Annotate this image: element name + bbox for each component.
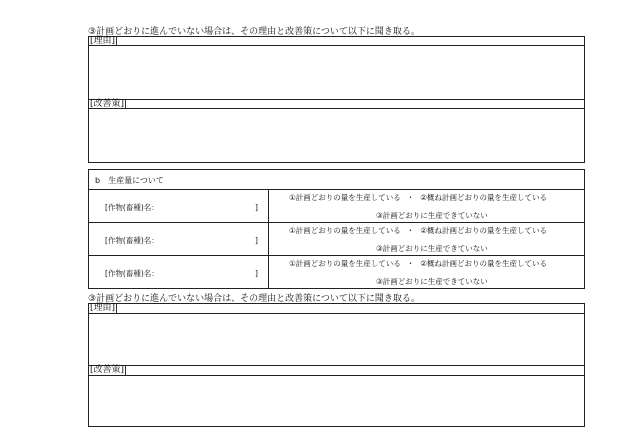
option-separator: ・ — [406, 226, 415, 235]
production-option-row — [289, 259, 547, 268]
section1-reason-label: [理由] — [90, 36, 116, 46]
section2-reason-label: [理由] — [90, 303, 116, 313]
crop-name-label: [作物(畜種)名： — [105, 269, 159, 278]
option-on-plan[interactable]: ①計画どおりの量を生産している — [289, 193, 401, 202]
crop-name-close: ] — [255, 269, 258, 278]
crop-name-close: ] — [255, 203, 258, 212]
option-separator: ・ — [406, 259, 415, 268]
option-not-on-plan[interactable]: ③計画どおりに生産できていない — [376, 244, 488, 253]
production-row-divider-1 — [88, 222, 585, 223]
option-on-plan[interactable]: ①計画どおりの量を生産している — [289, 259, 401, 268]
production-header-line — [88, 189, 585, 190]
production-title: b 生産量について — [95, 176, 164, 185]
production-option-row — [289, 193, 547, 202]
crop-name-close: ] — [255, 236, 258, 245]
option-on-plan[interactable]: ①計画どおりの量を生産している — [289, 226, 401, 235]
option-mostly-on-plan[interactable]: ②概ね計画どおりの量を生産している — [420, 193, 547, 202]
crop-name-input[interactable] — [170, 201, 252, 213]
option-separator: ・ — [406, 193, 415, 202]
production-column-divider — [268, 189, 269, 289]
production-row-divider-2 — [88, 255, 585, 256]
section2-improvement-field[interactable] — [88, 376, 585, 426]
option-not-on-plan[interactable]: ③計画どおりに生産できていない — [376, 277, 488, 286]
crop-name-input[interactable] — [170, 234, 252, 246]
section1-divider — [88, 99, 585, 100]
crop-name-label: [作物(畜種)名： — [105, 203, 159, 212]
production-option-row — [289, 226, 547, 235]
section1-improvement-label: [改善策] — [90, 99, 125, 109]
section1-improvement-field[interactable] — [88, 109, 585, 162]
section1-reason-field[interactable] — [88, 46, 585, 99]
section2-improvement-label: [改善策] — [90, 365, 125, 375]
option-mostly-on-plan[interactable]: ②概ね計画どおりの量を生産している — [420, 226, 547, 235]
section2-reason-field[interactable] — [88, 314, 585, 365]
crop-name-label: [作物(畜種)名： — [105, 236, 159, 245]
option-mostly-on-plan[interactable]: ②概ね計画どおりの量を生産している — [420, 259, 547, 268]
option-not-on-plan[interactable]: ③計画どおりに生産できていない — [376, 211, 488, 220]
section2-divider — [88, 365, 585, 366]
section2-note: ③計画どおりに進んでいない場合は、その理由と改善策について以下に聞き取る。 — [88, 294, 420, 304]
section1-note: ③計画どおりに進んでいない場合は、その理由と改善策について以下に聞き取る。 — [88, 27, 420, 37]
crop-name-input[interactable] — [170, 267, 252, 279]
